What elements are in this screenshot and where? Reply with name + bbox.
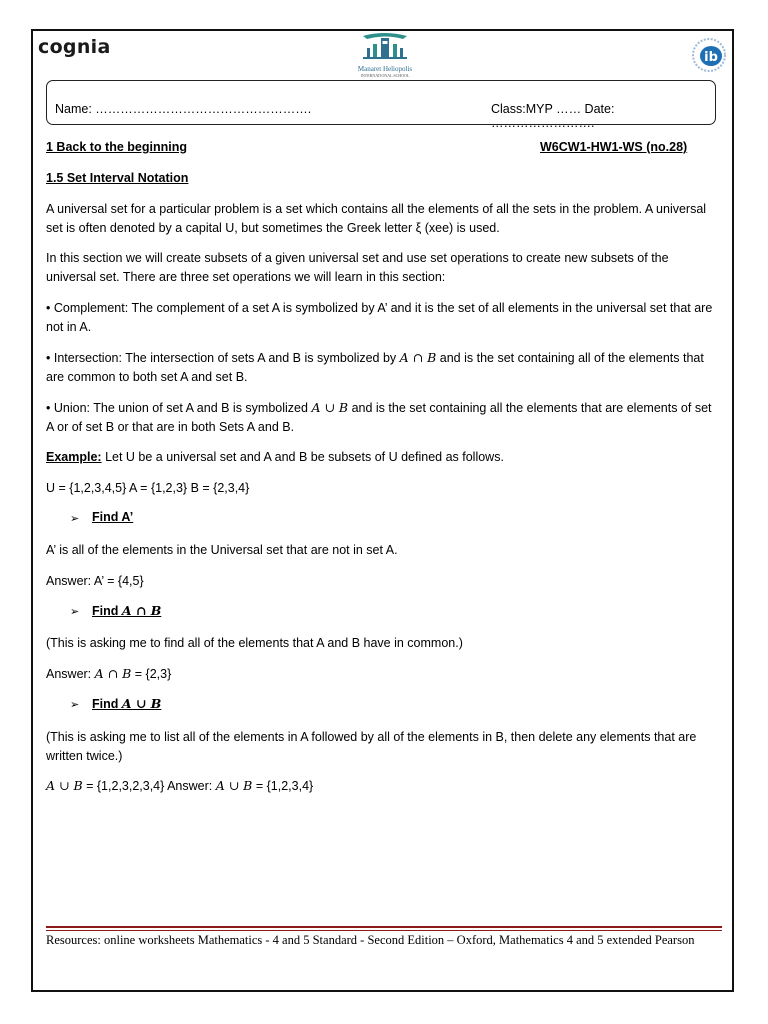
footer-divider [46,926,722,928]
find-union: Find A ∪ B [92,696,162,711]
footer-resources: Resources: online worksheets Mathematics - 4 and 5 Standard - Second Edition – Oxford, Mathematics 4 and 5 extended Pearson [46,933,695,947]
arrow-bullet-icon: ➢ [70,606,80,618]
class-date-field[interactable]: Class:MYP …… Date: ……………………. [491,102,615,130]
complement-answer: Answer: A’ = {4,5} [46,574,144,588]
intersection-symbol: A ∩ B [399,350,437,365]
find-complement: Find A’ [92,510,134,524]
ib-logo-icon [689,37,729,73]
paragraph-universal-set: A universal set for a particular problem is a set which contains all the elements of all the sets in the problem. A universal set is often denoted by a capital U, but sometimes the Greek letter ξ (xee) is used. [46,202,707,235]
bullet-icon: • [46,301,54,315]
student-info-box [46,80,716,130]
svg-text:ib: ib [704,50,718,65]
example-line: Example: Let U be a universal set and A and B be subsets of U defined as follows. [46,450,504,464]
intersection-answer: Answer: A ∩ B = {2,3} [46,666,172,681]
arrow-bullet-icon: ➢ [70,699,80,711]
school-subtitle: INTERNATIONAL SCHOOL [360,73,410,78]
find-intersection: Find A ∩ B [92,603,162,618]
bullet-icon: • [46,401,54,415]
union-explanation: (This is asking me to list all of the elements in A followed by all of the elements in B, then delete any elements that are written twice.) [46,730,697,763]
cognia-logo: cognia [38,36,111,58]
chapter-title: 1 Back to the beginning [46,140,187,154]
school-logo [340,32,430,76]
complement-explanation: A’ is all of the elements in the Universal set that are not in set A. [46,543,398,557]
footer-divider-thin [46,930,722,931]
bullet-icon: • [46,351,54,365]
school-name: Manaret Heliopolis [357,65,413,73]
set-definitions: U = {1,2,3,4,5} A = {1,2,3} B = {2,3,4} [46,481,250,495]
union-answer: A ∪ B = {1,2,3,2,3,4} Answer: A ∪ B = {1,2,3,4} [46,778,314,793]
paragraph-set-operations: In this section we will create subsets of a given universal set and use set operations to create new subsets of the universal set. There are three set operations we will learn in this section: [46,251,669,284]
bullet-intersection: • Intersection: The intersection of sets A and B is symbolized by A ∩ B and is the set containing all of the elements that are common to both set A and set B. [46,350,704,384]
arrow-bullet-icon: ➢ [70,513,80,525]
section-title: 1.5 Set Interval Notation [46,171,189,185]
worksheet-code: W6CW1-HW1-WS (no.28) [540,140,688,154]
example-label: Example: [46,450,102,464]
bullet-union: • Union: The union of set A and B is symbolized A ∪ B and is the set containing all the elements that are elements of set A or of set B or that are in both Sets A and B. [46,400,712,434]
intersection-explanation: (This is asking me to find all of the elements that A and B have in common.) [46,636,463,650]
bullet-complement: • Complement: The complement of a set A is symbolized by A’ and it is the set of all elements in the universal set that are not in A. [46,301,713,334]
name-field[interactable]: Name: ……………………………………………. [55,102,312,116]
union-symbol: A ∪ B [311,400,349,415]
lighthouse-icon [355,32,415,60]
